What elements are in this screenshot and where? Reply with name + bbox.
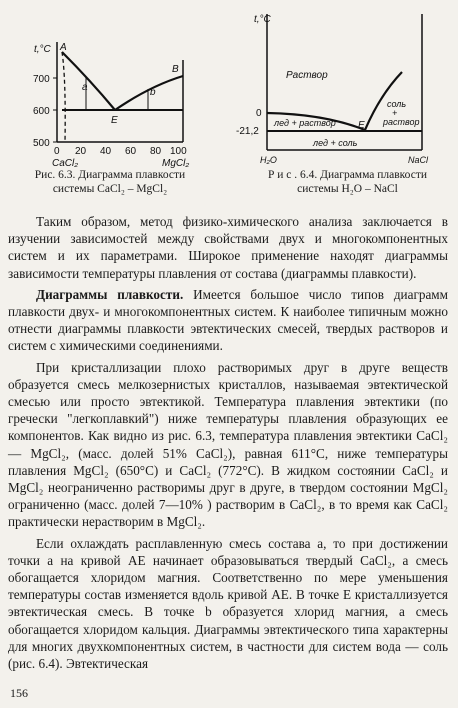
region-salt-solution-3: раствор [383, 117, 420, 127]
region-ice-solution: лед + раствор [274, 118, 336, 128]
left-ytick-500: 500 [33, 138, 50, 149]
left-label-a: a [82, 82, 88, 93]
left-ytick-700: 700 [33, 74, 50, 85]
solid-solution-boundary [62, 52, 65, 142]
figure-6-4-caption-line2: системы H₂O – NaCl [297, 183, 398, 195]
paragraph-2-heading: Диаграммы плавкости. [36, 286, 184, 302]
right-ytick-21-2: -21,2 [236, 126, 259, 137]
left-ytick-600: 600 [33, 106, 50, 117]
left-label-E: E [111, 115, 118, 126]
left-xtick-40: 40 [100, 146, 112, 157]
region-ice-salt: лед + соль [313, 138, 358, 148]
paragraph-2-text: Имеется большое число типов диаграмм плавкости двух- и многокомпонентных систем. К наиболее типичным можно отнести диаграммы плавкости эвтектических смесей, твердых растворов и систем с химическими соединениями. [8, 286, 448, 354]
left-xtick-0: 0 [54, 146, 60, 157]
curve-EB [115, 76, 183, 110]
left-label-A: A [60, 42, 67, 53]
left-xtick-20: 20 [75, 146, 87, 157]
figure-6-3-caption-line2: системы CaCl₂ – MgCl₂ [52, 183, 168, 195]
paragraph-1: Таким образом, метод физико-химического анализа заключается в изучении зависимостей между свойствами двух и многокомпонентных систем и их параметрами. Широкое применение находят диаграммы зависимости температуры плавления от состава (диаграммы плавкости). [8, 214, 448, 281]
right-xleft-label: H₂O [260, 155, 277, 165]
figure-6-3-diagram [0, 0, 220, 170]
region-salt-solution-1: соль [387, 99, 407, 109]
body-text [8, 213, 448, 672]
page-number: 156 [10, 686, 28, 700]
left-xtick-80: 80 [150, 146, 162, 157]
left-xtick-100: 100 [170, 146, 187, 157]
left-label-B: B [172, 64, 179, 75]
figure-6-4-caption-line1: Р и с . 6.4. Диаграмма плавкости [267, 169, 428, 181]
region-salt-solution-2: + [392, 108, 398, 118]
figure-6-3-caption-line1: Рис. 6.3. Диаграмма плавкости [34, 169, 186, 181]
region-solution: Раствор [286, 70, 328, 81]
paragraph-4: Если охлаждать расплавленную смесь состава a, то при достижении точки a на кривой AE начинает образовываться твердый CaCl₂, а смесь обогащается хлоридом магния. Соответственно по мере уменьшения температуры состав изменяется вдоль кривой AE. В точке E кристаллизуется эвтектическая смесь. В точке b образуется хлорид магния, а смесь обогащается хлоридом кальция. Диаграммы эвтектического типа характерны для многих двухкомпонентных систем, в частности для систем вода — соль (рис. 6.4). Эвтектическая [8, 535, 448, 672]
right-xright-label: NaCl [408, 155, 429, 165]
left-xright-label: MgCl₂ [162, 158, 190, 169]
right-label-E: E [358, 120, 365, 131]
left-xleft-label: CaCl₂ [52, 158, 79, 169]
paragraph-2 [8, 286, 448, 355]
left-xtick-60: 60 [125, 146, 137, 157]
left-ylabel: t,°C [34, 44, 51, 55]
right-ylabel: t,°C [254, 14, 271, 25]
figure-6-3-caption [10, 168, 210, 196]
paragraph-3: При кристаллизации плохо растворимых друг в друге веществ образуется смесь мелкозернистых кристаллов, называемая эвтектической смесью или просто эвтектикой. Температура плавления эвтектики (по гречески "легкоплавкий") ниже температуры плавления образующих ее компонентов. Как видно из рис. 6.3, температура плавления эвтектики CaCl₂ — MgCl₂, (масс. долей 51% CaCl₂), равная 611°C, ниже температуры плавления MgCl₂ (650°C) и CaCl₂ (772°C). В жидком состоянии CaCl₂ и MgCl₂ неограниченно растворимы друг в друге, в твердом состоянии MgCl₂ ограниченно (масс. долей 7—10% ) растворим в CaCl₂, в то время как CaCl₂ практически нерастворим в MgCl₂. [8, 359, 448, 530]
curve-AE [62, 52, 115, 110]
left-label-b: b [150, 87, 156, 98]
figure-6-4-caption [245, 168, 450, 196]
figure-6-4-diagram [230, 0, 458, 170]
right-ytick-0: 0 [256, 108, 262, 119]
